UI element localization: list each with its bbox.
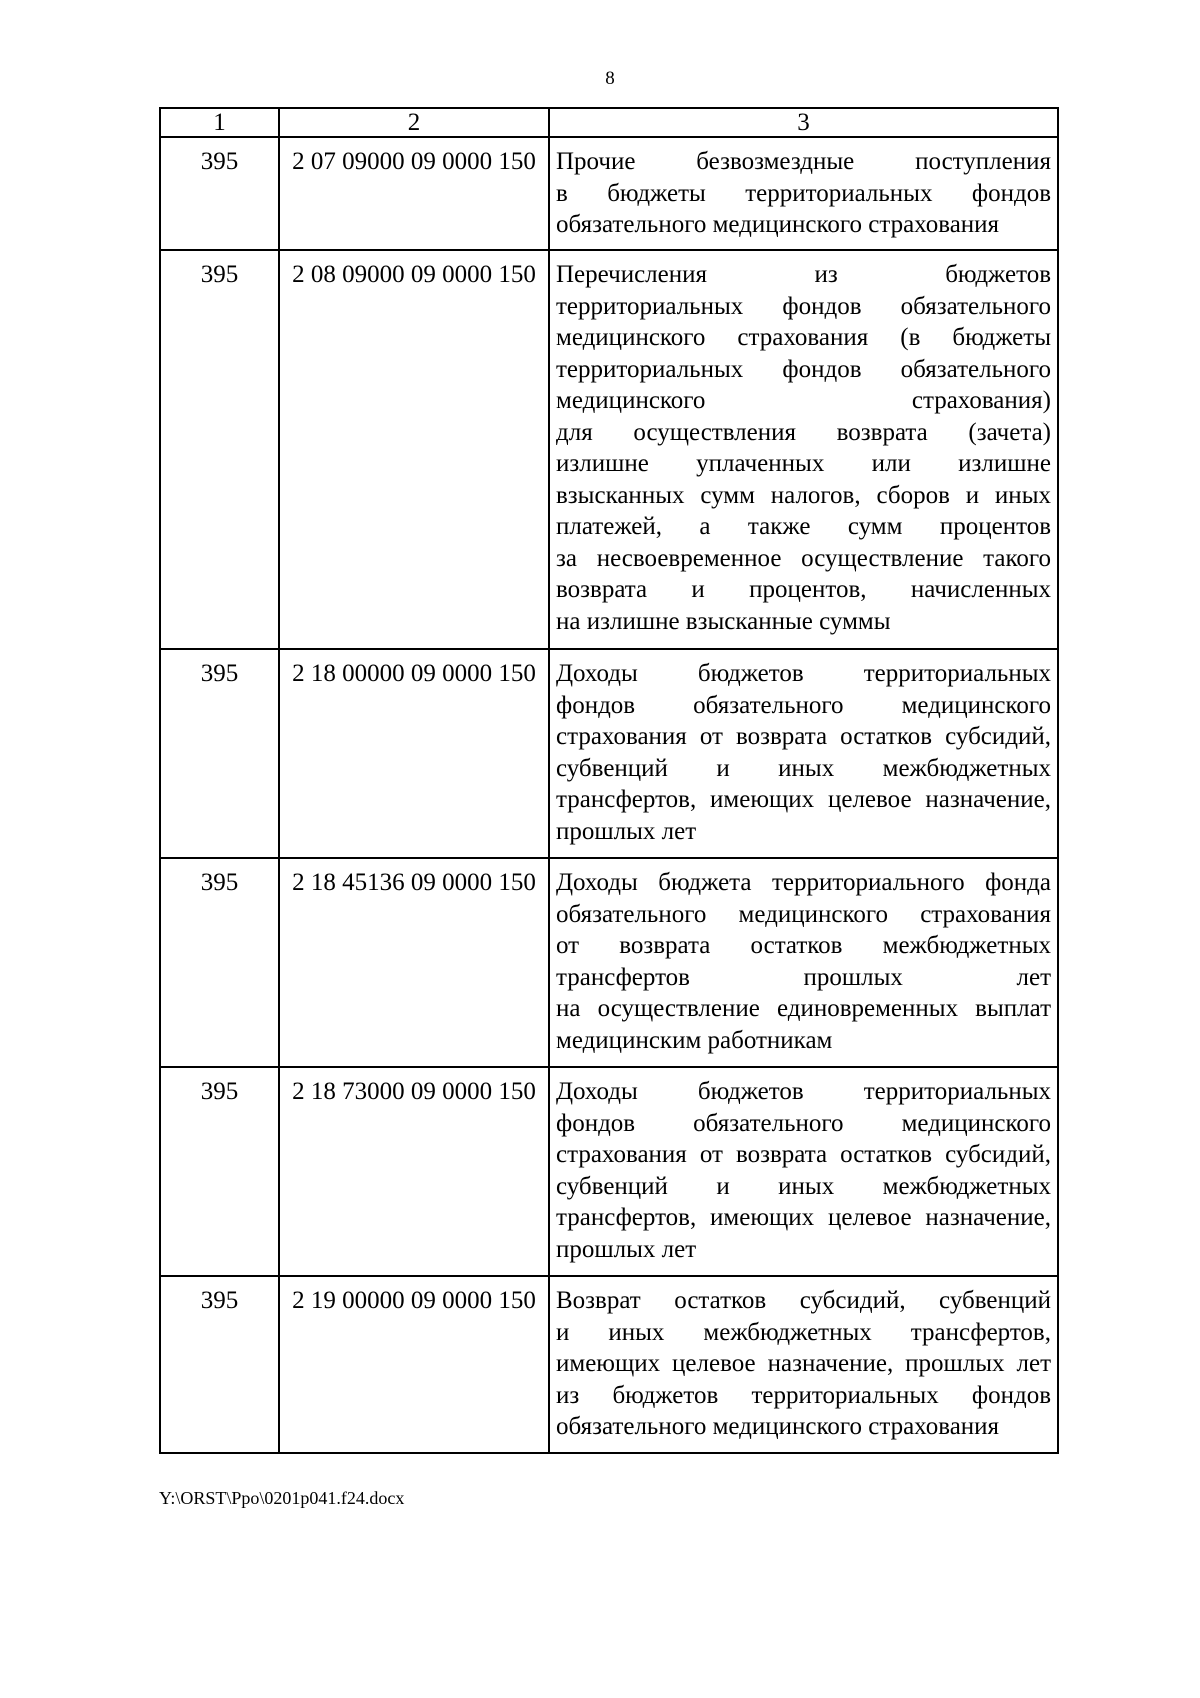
table-row [160, 1067, 1058, 1276]
description-line: Перечисления из бюджетов [556, 261, 1051, 288]
page-number: 8 [605, 68, 615, 89]
column-header-2: 2 [279, 108, 549, 137]
table-body [160, 137, 1058, 1453]
description-line: фондов обязательного медицинского [556, 691, 1051, 719]
description-line: в бюджеты территориальных фондов [556, 179, 1051, 207]
description-line: субвенций и иных межбюджетных [556, 754, 1051, 782]
description-line: территориальных фондов обязательного [556, 355, 1051, 383]
description-line: на осуществление единовременных выплат [556, 995, 1051, 1022]
description-line: трансфертов, имеющих целевое назначение, [556, 1204, 1051, 1231]
description-line: трансфертов, имеющих целевое назначение, [556, 786, 1051, 813]
description-line: платежей, а также сумм процентов [556, 513, 1051, 540]
description-line: имеющих целевое назначение, прошлых лет [556, 1350, 1051, 1377]
classification-code-cell: 2 19 00000 09 0000 150 [279, 1276, 549, 1453]
description-line: обязательного медицинского страхования [556, 211, 1000, 238]
description-line: прошлых лет [556, 1235, 697, 1263]
description-line: прошлых лет [556, 817, 697, 845]
description-cell [549, 137, 1058, 250]
description-line: Доходы бюджета территориального фонда [556, 869, 1051, 896]
description-line: обязательного медицинского страхования [556, 900, 1051, 928]
description-line: медицинского страхования (в бюджеты [556, 324, 1051, 351]
column-header-3: 3 [549, 108, 1058, 137]
table-row [160, 858, 1058, 1067]
admin-code-cell: 395 [160, 1067, 279, 1276]
classification-code-cell: 2 07 09000 09 0000 150 [279, 137, 549, 250]
classification-code-cell: 2 08 09000 09 0000 150 [279, 250, 549, 649]
description-cell [549, 250, 1058, 649]
description-cell [549, 649, 1058, 858]
budget-classification-table [159, 107, 1059, 1454]
table-row [160, 649, 1058, 858]
column-header-1: 1 [160, 108, 279, 137]
description-cell [549, 1067, 1058, 1276]
admin-code-cell: 395 [160, 858, 279, 1067]
description-line: для осуществления возврата (зачета) [556, 418, 1051, 446]
footer-file-path: Y:\ORST\Ppo\0201p041.f24.docx [159, 1488, 405, 1508]
description-line: Доходы бюджетов территориальных [556, 1078, 1051, 1105]
table-row [160, 250, 1058, 649]
admin-code-cell: 395 [160, 1276, 279, 1453]
admin-code-cell: 395 [160, 649, 279, 858]
description-cell [549, 858, 1058, 1067]
admin-code-cell: 395 [160, 250, 279, 649]
admin-code-cell: 395 [160, 137, 279, 250]
description-line: Возврат остатков субсидий, субвенций [556, 1287, 1051, 1314]
description-line: страхования от возврата остатков субсидий, [556, 723, 1051, 750]
description-line: излишне уплаченных или излишне [556, 450, 1051, 477]
description-line: трансфертов прошлых лет [556, 963, 1051, 991]
table-header-row [160, 108, 1058, 137]
description-cell [549, 1276, 1058, 1453]
description-line: из бюджетов территориальных фондов [556, 1381, 1051, 1409]
description-line: на излишне взысканные суммы [556, 607, 891, 635]
classification-code-cell: 2 18 45136 09 0000 150 [279, 858, 549, 1067]
description-line: Прочие безвозмездные поступления [556, 148, 1051, 175]
description-line: Доходы бюджетов территориальных [556, 660, 1051, 687]
description-line: медицинского страхования) [556, 387, 1051, 414]
description-line: фондов обязательного медицинского [556, 1109, 1051, 1137]
description-line: территориальных фондов обязательного [556, 292, 1051, 320]
description-line: за несвоевременное осуществление такого [556, 544, 1051, 572]
description-line: медицинским работникам [556, 1026, 833, 1054]
table-row [160, 137, 1058, 250]
table-row [160, 1276, 1058, 1453]
description-line: страхования от возврата остатков субсидий, [556, 1141, 1051, 1168]
description-line: субвенций и иных межбюджетных [556, 1172, 1051, 1200]
description-line: от возврата остатков межбюджетных [556, 932, 1051, 959]
classification-code-cell: 2 18 00000 09 0000 150 [279, 649, 549, 858]
description-line: возврата и процентов, начисленных [556, 576, 1051, 603]
description-line: и иных межбюджетных трансфертов, [556, 1318, 1051, 1346]
description-line: обязательного медицинского страхования [556, 1413, 1000, 1440]
classification-code-cell: 2 18 73000 09 0000 150 [279, 1067, 549, 1276]
description-line: взысканных сумм налогов, сборов и иных [556, 481, 1051, 509]
